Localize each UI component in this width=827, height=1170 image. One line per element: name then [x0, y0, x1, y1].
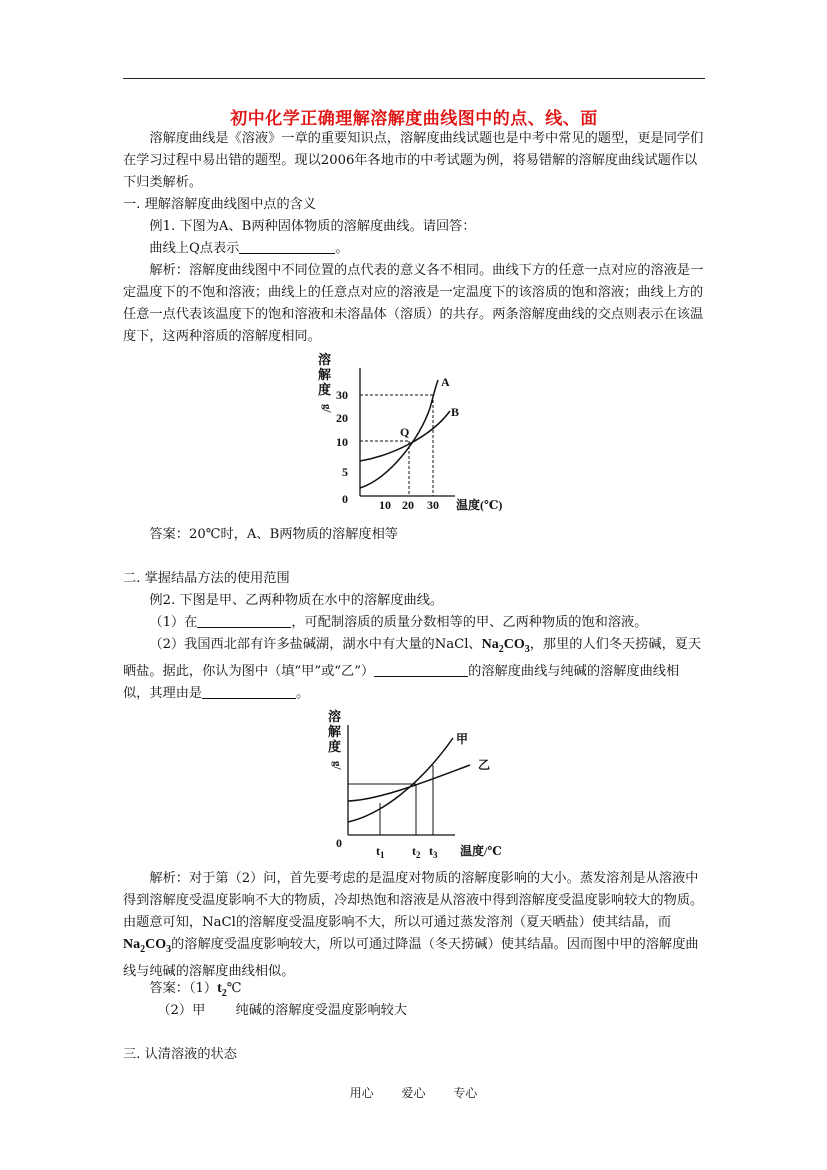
analysis-post: 的溶解度受温度影响较大，所以可通过降温（冬天捞碱）使其结晶。因而图中甲的溶解度曲线与纯碱的溶解度曲线相似。	[123, 937, 699, 979]
chart1-ylabel-1: 溶	[318, 352, 332, 367]
question-end: 。	[335, 241, 349, 256]
answer2-text: 纯碱的溶解度受温度影响较大	[235, 1003, 408, 1018]
header-rule	[123, 78, 705, 79]
chart1-label-b: B	[451, 405, 460, 419]
chart1-point-q: Q	[400, 425, 410, 439]
section1-heading: 一. 理解溶解度曲线图中点的含义	[123, 197, 317, 212]
section2-heading: 二. 掌握结晶方法的使用范围	[123, 571, 290, 586]
example2-q1	[123, 612, 705, 634]
chart2-ylabel-2: 解	[328, 724, 342, 739]
chart2-xtick-t2: $t_2$	[412, 844, 421, 860]
example2-analysis	[123, 868, 705, 983]
chart2-origin: 0	[336, 836, 342, 850]
q1-pre: （1）在	[149, 615, 198, 630]
solubility-chart-1	[310, 348, 510, 518]
answer2-num: （2）甲	[157, 1003, 206, 1018]
intro-paragraph: 溶解度曲线是《溶液》一章的重要知识点，溶解度曲线试题也是中考中常见的题型，更是同学们在学习过程中易出错的题型。现以2006年各地市的中考试题为例，将易错解的溶解度曲线试题作以下归类解析。	[123, 131, 704, 190]
q2-pre: （2）我国西北部有许多盐碱湖，湖水中有大量的NaCl、	[149, 637, 482, 652]
example1-answer: 答案：20℃时，A、B两物质的溶解度相等	[149, 527, 398, 542]
chart1-xlabel: 温度(℃)	[456, 498, 503, 512]
chart1-origin: 0	[342, 492, 348, 506]
example2-text: 例2. 下图是甲、乙两种物质在水中的溶解度曲线。	[149, 593, 444, 608]
chart1-ylabel-3: 度	[318, 382, 332, 397]
answer-label: 答案：（1）	[149, 981, 218, 996]
example1-analysis: 解析：溶解度曲线图中不同位置的点代表的意义各不相同。曲线下方的任意一点对应的溶液是一定温度下的不饱和溶液；曲线上的任意点对应的溶液是一定温度下的该溶质的饱和溶液；曲线上方的任意一点代表该温度下的饱和溶液和未溶晶体（溶质）的共存。两条溶解度曲线的交点则表示在该温度下，这两种溶质的溶解度相同。	[123, 263, 704, 344]
chart1-xtick-10: 10	[379, 498, 391, 512]
page-footer: 用心 爱心 专心	[349, 1086, 478, 1100]
q2-blank-1[interactable]	[374, 662, 468, 677]
document-title: 初中化学正确理解溶解度曲线图中的点、线、面	[230, 109, 598, 129]
na2co3-formula-2: $Na_2CO_3$	[123, 937, 172, 955]
chart2-xlabel: 温度/℃	[460, 844, 502, 858]
solubility-chart-2	[320, 705, 520, 865]
chart2-ylabel-3: 度	[328, 739, 342, 754]
chart1-ytick-20: 20	[336, 411, 348, 425]
chart2-label-jia: 甲	[456, 732, 469, 746]
question-text: 曲线上Q点表示	[149, 241, 240, 256]
chart2-label-yi: 乙	[478, 758, 491, 772]
chart1-ylabel-2: 解	[318, 367, 332, 382]
answer1-unit: ℃	[226, 981, 242, 996]
chart1-xtick-20: 20	[402, 498, 414, 512]
example1-question	[123, 238, 705, 260]
chart1-ytick-5: 5	[342, 465, 348, 479]
analysis-pre: 解析：对于第（2）问，首先要考虑的是温度对物质的溶解度影响的大小。蒸发溶剂是从溶液中得到溶解度受温度影响不大的物质，冷却热饱和溶液是从溶液中得到溶解度受温度影响较大的物质。由题意可知，NaCl的溶解度受温度影响不大，所以可通过蒸发溶剂（夏天晒盐）使其结晶，而	[123, 871, 704, 930]
chart1-label-a: A	[441, 375, 450, 389]
answer-blank[interactable]	[239, 239, 335, 254]
example2-q2	[123, 634, 705, 705]
chart2-ylabel-1: 溶	[328, 709, 342, 724]
chart2-xtick-t1: $t_1$	[376, 844, 385, 860]
chart1-xtick-30: 30	[427, 498, 439, 512]
chart1-ytick-30: 30	[336, 388, 348, 402]
q2-end: 。	[296, 685, 310, 701]
section3-heading: 三. 认清溶液的状态	[123, 1047, 237, 1062]
chart2-yunit: g/	[331, 761, 343, 770]
example1-text: 例1. 下图为A、B两种固体物质的溶解度曲线。请回答：	[149, 219, 476, 234]
answer1-temp: $t_2$	[217, 981, 227, 999]
curve-jia	[348, 738, 453, 822]
chart1-yunit: g/	[321, 404, 333, 413]
q1-blank[interactable]	[197, 613, 291, 628]
q2-mid: ，那里的人们冬天捞碱，夏天晒盐。据此，你认为图中（填“甲”或“乙”）	[123, 637, 702, 679]
chart2-xtick-t3: $t_3$	[429, 844, 438, 860]
chart1-ytick-10: 10	[336, 435, 348, 449]
q2-mid2: 的溶解度曲线与纯碱的溶解度曲线相似，其理由是	[123, 663, 680, 701]
na2co3-formula-1: $Na_2CO_3$	[481, 637, 530, 655]
q2-blank-2[interactable]	[202, 684, 296, 699]
q1-post: ，可配制溶质的质量分数相等的甲、乙两种物质的饱和溶液。	[291, 615, 648, 630]
curve-yi	[348, 765, 470, 801]
example2-answer-2	[123, 1000, 705, 1022]
